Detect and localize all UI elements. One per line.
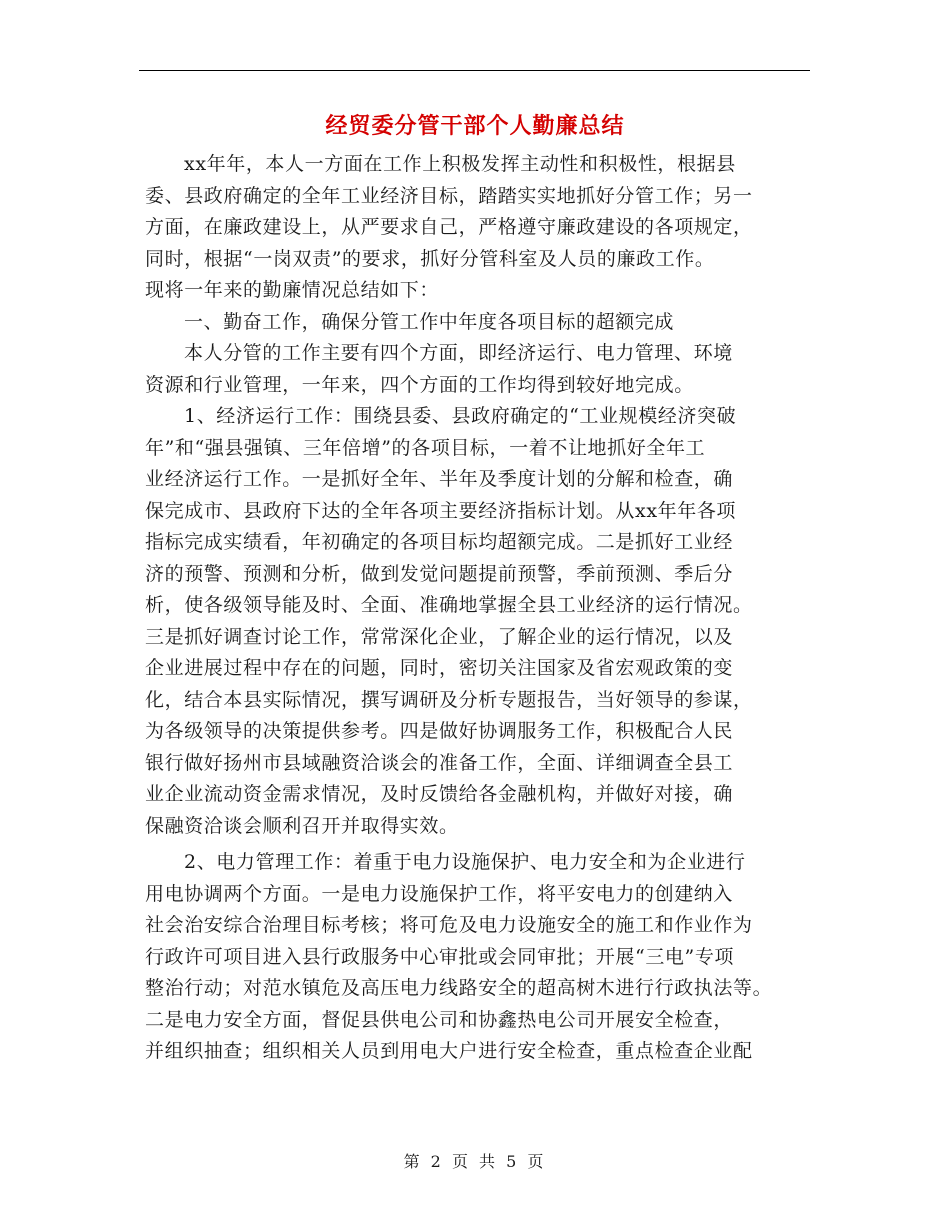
header-rule — [139, 70, 810, 71]
body-line: 本人分管的工作主要有四个方面，即经济运行、电力管理、环境 — [184, 342, 733, 364]
body-line: 业企业流动资金需求情况，及时反馈给各金融机构，并做好对接，确 — [145, 783, 734, 805]
body-line: 社会治安综合治理目标考核；将可危及电力设施安全的施工和作业作为 — [145, 914, 753, 936]
body-line: 二是电力安全方面，督促县供电公司和协鑫热电公司开展安全检查， — [145, 1008, 734, 1031]
body-line: 济的预警、预测和分析，做到发觉问题提前预警，季前预测、季后分 — [145, 562, 734, 585]
body-line: 用电协调两个方面。一是电力设施保护工作，将平安电力的创建纳入 — [145, 882, 734, 905]
body-line: 三是抓好调查讨论工作，常常深化企业，了解企业的运行情况，以及 — [145, 625, 734, 648]
body-line: 一、勤奋工作，确保分管工作中年度各项目标的超额完成 — [184, 310, 675, 333]
body-line: 保完成市、县政府下达的全年各项主要经济指标计划。从xx年年各项 — [145, 499, 737, 522]
body-line: 委、县政府确定的全年工业经济目标，踏踏实实地抓好分管工作；另一 — [145, 184, 753, 207]
body-line: 现将一年来的勤廉情况总结如下： — [145, 279, 440, 301]
body-line: 行政许可项目进入县行政服务中心审批或会同审批；开展“三电”专项 — [145, 945, 735, 968]
body-line: 并组织抽查；组织相关人员到用电大户进行安全检查，重点检查企业配 — [145, 1040, 753, 1062]
body-line: 2、电力管理工作：着重于电力设施保护、电力安全和为企业进行 — [184, 851, 746, 873]
body-line: 1、经济运行工作：围绕县委、县政府确定的“工业规模经济突破 — [184, 405, 737, 427]
body-line: 企业进展过程中存在的问题，同时，密切关注国家及省宏观政策的变 — [145, 657, 734, 679]
body-line: 整治行动；对范水镇危及高压电力线路安全的超高树木进行行政执法等。 — [145, 977, 773, 999]
body-line: 方面，在廉政建设上，从严要求自己，严格遵守廉政建设的各项规定， — [145, 216, 753, 238]
body-line: 指标完成实绩看，年初确定的各项目标均超额完成。二是抓好工业经 — [145, 531, 734, 553]
body-line: 业经济运行工作。一是抓好全年、半年及季度计划的分解和检查，确 — [145, 468, 734, 490]
body-line: 资源和行业管理，一年来，四个方面的工作均得到较好地完成。 — [145, 373, 694, 396]
body-line: xx年年，本人一方面在工作上积极发挥主动性和积极性，根据县 — [184, 153, 736, 175]
body-line: 保融资洽谈会顺利召开并取得实效。 — [145, 814, 459, 837]
body-line: 化，结合本县实际情况，撰写调研及分析专题报告，当好领导的参谋， — [145, 688, 753, 711]
body-line: 析，使各级领导能及时、全面、准确地掌握全县工业经济的运行情况。 — [145, 594, 753, 616]
body-line: 银行做好扬州市县域融资洽谈会的准备工作，全面、详细调查全县工 — [145, 751, 734, 774]
body-line: 同时，根据“一岗双责”的要求，抓好分管科室及人员的廉政工作。 — [145, 247, 715, 270]
body-line: 年”和“强县强镇、三年倍增”的各项目标，一着不让地抓好全年工 — [145, 436, 706, 459]
page-number: 第 2 页 共 5 页 — [403, 1152, 547, 1171]
body-line: 为各级领导的决策提供参考。四是做好协调服务工作，积极配合人民 — [145, 720, 734, 742]
document-title: 经贸委分管干部个人勤廉总结 — [325, 114, 625, 139]
